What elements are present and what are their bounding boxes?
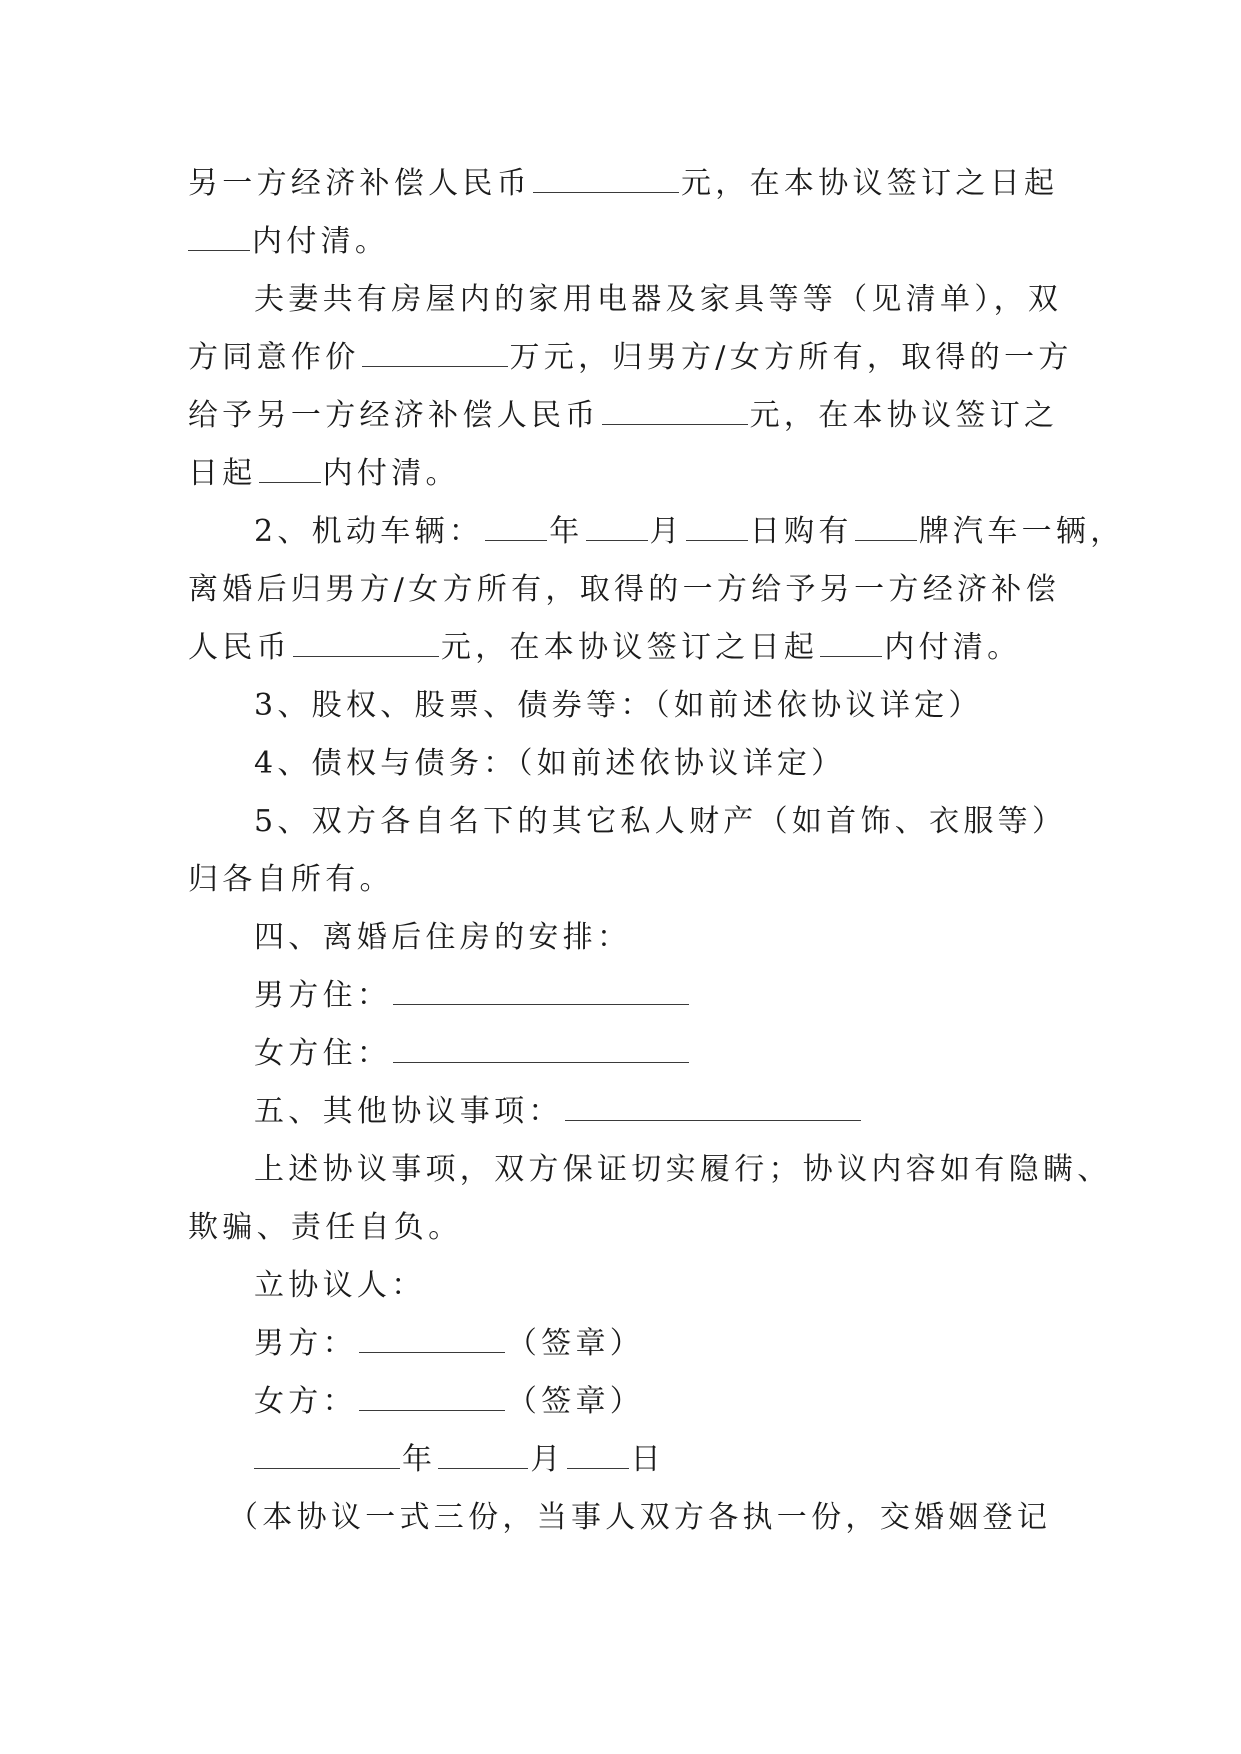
text-segment: 日 [630, 1442, 665, 1477]
fill-blank [254, 1442, 400, 1469]
text-segment: 归各自所有。 [188, 862, 394, 897]
fill-blank [567, 1442, 629, 1469]
text-segment: 牌汽车一辆， [918, 514, 1125, 549]
text-segment: 夫妻共有房屋内的家用电器及家具等等（见清单），双 [254, 282, 1063, 317]
text-line [188, 271, 1063, 329]
text-line [188, 213, 1054, 271]
fill-blank [438, 1442, 528, 1469]
fill-blank [393, 978, 689, 1005]
text-segment: 男方： [254, 1326, 357, 1361]
text-segment: 给予另一方经济补偿人民币 [188, 398, 600, 433]
text-segment: 4、债权与债务：（如前述依协议详定） [254, 746, 846, 781]
fill-blank [820, 630, 882, 657]
text-line [188, 445, 1054, 503]
date-line [188, 1431, 1054, 1489]
text-segment: 元，在本协议签订之 [749, 398, 1059, 433]
fill-blank [855, 514, 917, 541]
text-segment: 月 [649, 514, 684, 549]
signature-line [188, 1315, 1054, 1373]
fill-blank [293, 630, 439, 657]
fill-blank [188, 224, 250, 251]
section-heading [188, 909, 1054, 967]
text-segment: 内付清。 [252, 224, 390, 259]
text-segment: 内付清。 [884, 630, 1022, 665]
text-segment: 男方住： [254, 978, 392, 1013]
text-line [188, 967, 1054, 1025]
text-line [188, 851, 1054, 909]
text-segment: 方同意作价 [188, 340, 360, 375]
text-line [188, 1257, 1054, 1315]
text-line [188, 503, 1125, 561]
text-segment: 3、股权、股票、债券等：（如前述依协议详定） [254, 688, 983, 723]
text-segment: （签章） [506, 1326, 645, 1361]
text-segment: 日购有 [749, 514, 853, 549]
text-line [188, 793, 1067, 851]
text-line [188, 1199, 1054, 1257]
text-segment: 上述协议事项，双方保证切实履行；协议内容如有隐瞒、 [254, 1152, 1112, 1187]
text-segment: 另一方经济补偿人民币 [188, 166, 531, 201]
fill-blank [359, 1326, 505, 1353]
text-line [188, 735, 1054, 793]
fill-blank [533, 166, 679, 193]
text-segment: 欺骗、责任自负。 [188, 1210, 463, 1245]
text-line [188, 619, 1054, 677]
text-line [188, 155, 1059, 213]
text-segment: 5、双方各自名下的其它私人财产（如首饰、衣服等） [254, 804, 1067, 839]
text-segment: 2、机动车辆： [254, 514, 484, 549]
text-line [188, 561, 1060, 619]
text-segment: 四、离婚后住房的安排： [254, 920, 632, 955]
text-segment: 内付清。 [322, 456, 460, 491]
document-page [188, 155, 1125, 1547]
text-segment: 年 [549, 514, 584, 549]
section-heading [188, 1083, 1054, 1141]
text-segment: 女方： [254, 1384, 357, 1419]
text-segment: 月 [530, 1442, 565, 1477]
fill-blank [686, 514, 748, 541]
fill-blank [602, 398, 748, 425]
text-segment: 元，在本协议签订之日起 [681, 166, 1059, 201]
text-segment: 年 [402, 1442, 437, 1477]
text-segment: 五、其他协议事项： [254, 1094, 563, 1129]
text-line [188, 387, 1059, 445]
fill-blank [259, 456, 321, 483]
signature-line [188, 1373, 1054, 1431]
text-segment: 离婚后归男方/女方所有，取得的一方给予另一方经济补偿 [188, 572, 1060, 607]
fill-blank [565, 1094, 861, 1121]
text-line [188, 329, 1073, 387]
fill-blank [485, 514, 547, 541]
fill-blank [393, 1036, 689, 1063]
fill-blank [359, 1384, 505, 1411]
text-segment: 元，在本协议签订之日起 [440, 630, 819, 665]
text-segment: （本协议一式三份，当事人双方各执一份，交婚姻登记 [228, 1500, 1052, 1535]
fill-blank [362, 340, 508, 367]
text-segment: 日起 [188, 456, 257, 491]
text-segment: （签章） [506, 1384, 645, 1419]
text-segment: 万元，归男方/女方所有，取得的一方 [509, 340, 1073, 375]
text-line [188, 677, 1054, 735]
fill-blank [586, 514, 648, 541]
text-segment: 人民币 [188, 630, 291, 665]
text-segment: 女方住： [254, 1036, 392, 1071]
text-line [188, 1489, 1054, 1547]
text-line [188, 1141, 1112, 1199]
text-segment: 立协议人： [254, 1268, 426, 1303]
text-line [188, 1025, 1054, 1083]
